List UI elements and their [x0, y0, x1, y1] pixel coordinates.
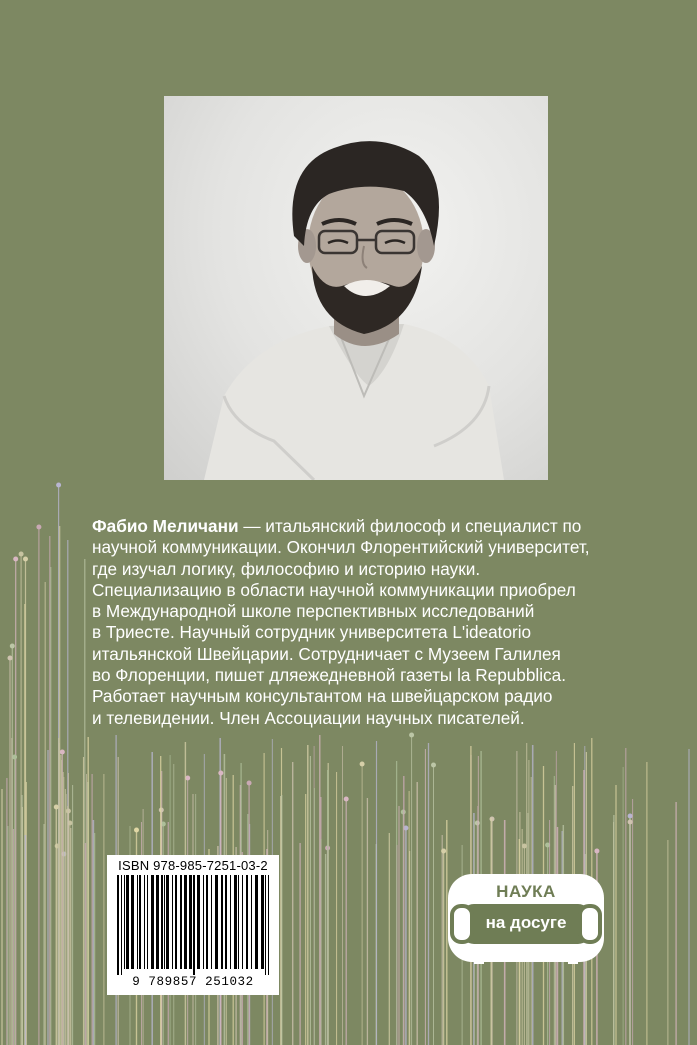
series-logo-subtitle: на досуге [485, 913, 567, 932]
series-logo-title: НАУКА [496, 882, 556, 901]
bio-line: научной коммуникации. Окончил Флорентийский университет, [92, 537, 590, 558]
bio-line: в Триесте. Научный сотрудник университета L'ideatorio [92, 622, 532, 643]
bio-line: во Флоренции, пишет дляежедневной газеты la Repubblica. [92, 665, 566, 686]
series-logo [446, 868, 606, 968]
author-photo [164, 96, 548, 480]
bio-line: Фабио Меличани — итальянский философ и специалист по [92, 516, 582, 536]
author-bio [92, 516, 652, 729]
bio-line: Работает научным консультантом на швейцарском радио [92, 686, 553, 707]
bio-line: где изучал логику, философию и историю науки. [92, 558, 481, 579]
ean-number: 9 789857 251032 [132, 975, 254, 989]
barcode-bars [113, 875, 273, 975]
bio-line: Специализацию в области научной коммуникации приобрел [92, 579, 576, 600]
bio-line: итальянской Швейцарии. Сотрудничает с Музеем Галилея [92, 643, 561, 664]
isbn-barcode [107, 855, 279, 995]
isbn-number: ISBN 978-985-7251-03-2 [118, 858, 268, 873]
author-name: Фабио Меличани [92, 516, 239, 536]
bio-line: в Международной школе перспективных исследований [92, 601, 535, 622]
bio-line: и телевидении. Член Ассоциации научных писателей. [92, 707, 525, 728]
